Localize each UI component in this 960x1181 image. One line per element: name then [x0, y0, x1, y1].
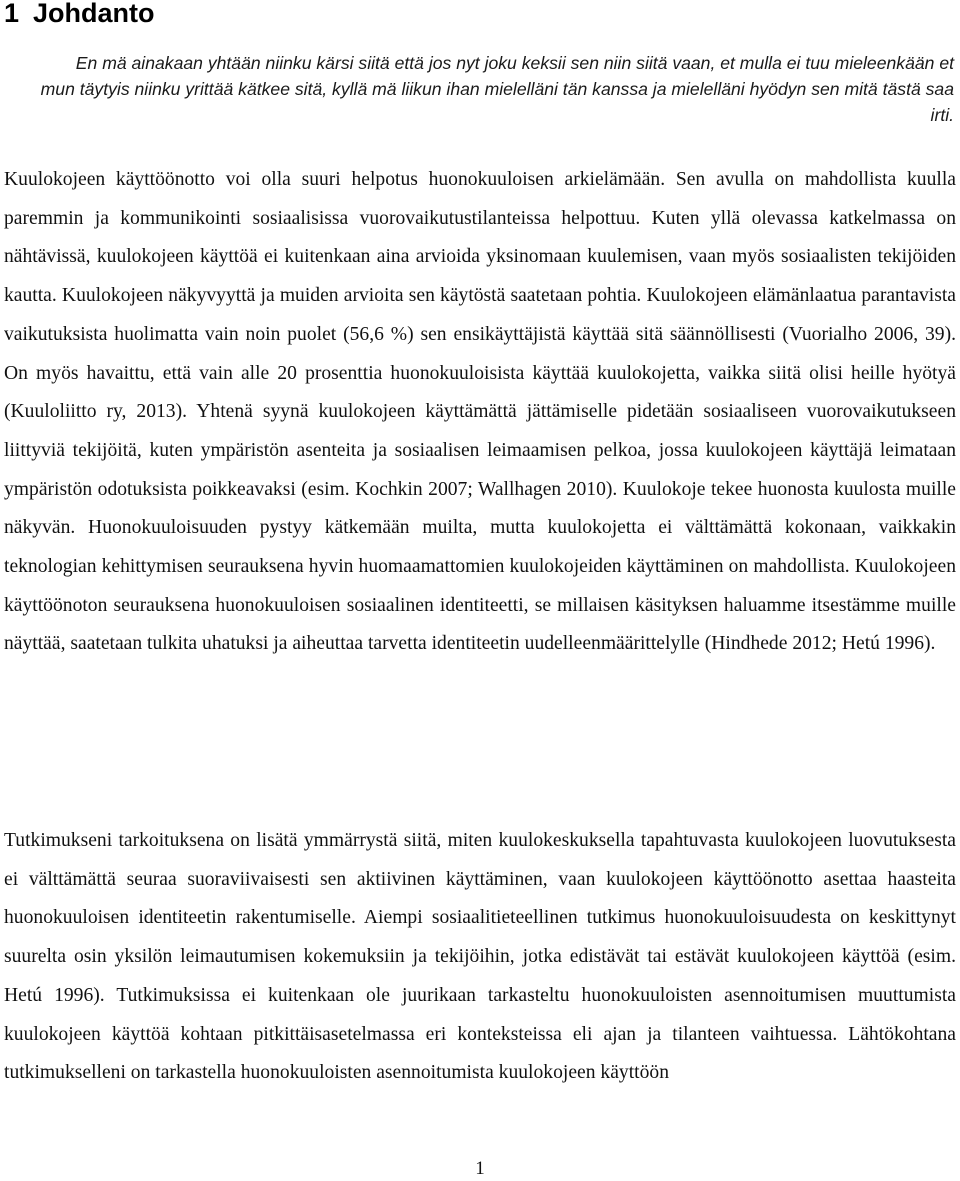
- chapter-heading: [4, 0, 155, 30]
- paragraph-1: Kuulokojeen käyttöönotto voi olla suuri helpotus huonokuuloisen arkielämään. Sen avulla on mahdollista kuulla paremmin ja kommunikointi sosiaalisissa vuorovaikutustilanteissa helpottuu. Kuten yllä olevassa katkelmassa on nähtävissä, kuulokojeen käyttöä ei kuitenkaan aina arvioida yksinomaan kuulemisen, vaan myös sosiaalisten tekijöiden kautta. Kuulokojeen näkyvyyttä ja muiden arvioita sen käytöstä saatetaan pohtia. Kuulokojeen elämänlaatua parantavista vaikutuksista huolimatta vain noin puolet (56,6 %) sen ensikäyttäjistä käyttää sitä säännöllisesti (Vuorialho 2006, 39). On myös havaittu, että vain alle 20 prosenttia huonokuuloisista käyttää kuulokojetta, vaikka siitä olisi heille hyötyä (Kuuloliitto ry, 2013). Yhtenä syynä kuulokojeen käyttämättä jättämiselle pidetään sosiaaliseen vuorovaikutukseen liittyviä tekijöitä, kuten ympäristön asenteita ja sosiaalisen leimaamisen pelkoa, jossa kuulokojeen käyttäjä leimataan ympäristön odotuksista poikkeavaksi (esim. Kochkin 2007; Wallhagen 2010). Kuulokoje tekee huonosta kuulosta muille näkyvän. Huonokuuloisuuden pystyy kätkemään muilta, mutta kuulokojetta ei välttämättä kokonaan, vaikkakin teknologian kehittymisen seurauksena hyvin huomaamattomien kuulokojeiden käyttäminen on mahdollista. Kuulokojeen käyttöönoton seurauksena huonokuuloisen sosiaalinen identiteetti, se millaisen käsityksen haluamme itsestämme muille näyttää, saatetaan tulkita uhatuksi ja aiheuttaa tarvetta identiteetin uudelleenmäärittelylle (Hindhede 2012; Hetú 1996).: [4, 169, 956, 655]
- paragraph-2: Tutkimukseni tarkoituksena on lisätä ymmärrystä siitä, miten kuulokeskuksella tapahtuvasta kuulokojeen luovutuksesta ei välttämättä seuraa suoraviivaisesti sen aktiivinen käyttäminen, vaan kuulokojeen käyttöönotto asettaa haasteita huonokuuloisen identiteetin rakentumiselle. Aiempi sosiaalitieteellinen tutkimus huonokuuloisuudesta on keskittynyt suurelta osin yksilön leimautumisen kokemuksiin ja tekijöihin, jotka edistävät tai estävät kuulokojeen käyttöä (esim. Hetú 1996). Tutkimuksissa ei kuitenkaan ole juurikaan tarkasteltu huonokuuloisten asennoitumisen muuttumista kuulokojeen käyttöä kohtaan pitkittäisasetelmassa eri konteksteissa eli ajan ja tilanteen vaihtuessa. Lähtökohtana tutkimukselleni on tarkastella huonokuuloisten asennoitumista kuulokojeen käyttöön: [4, 830, 956, 1084]
- epigraph-quote: En mä ainakaan yhtään niinku kärsi siitä että jos nyt joku keksii sen niin siitä vaan, et mulla ei tuu mieleenkään et mun täytyis niinku yrittää kätkee sitä, kyllä mä liikun ihan mielelläni tän kanssa ja mielelläni hyödyn sen mitä tästä saa irti.: [40, 53, 954, 125]
- chapter-title: Johdanto: [33, 0, 155, 28]
- chapter-number: 1: [4, 0, 20, 28]
- page-number: 1: [475, 1158, 485, 1179]
